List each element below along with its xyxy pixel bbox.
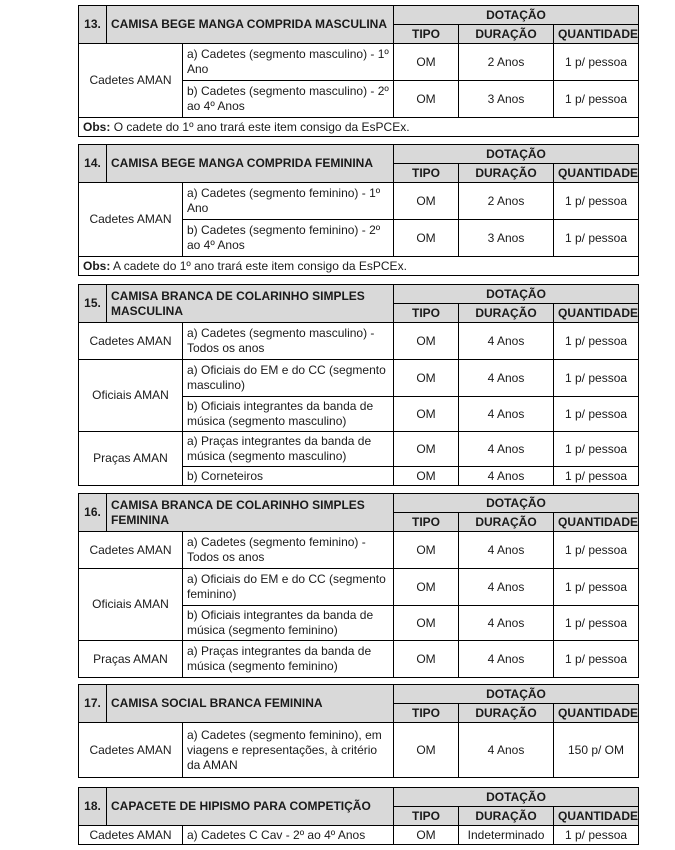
duracao-header: DURAÇÃO — [459, 304, 554, 323]
row-tipo: OM — [394, 360, 459, 397]
row-duracao: 4 Anos — [459, 532, 554, 569]
tipo-header: TIPO — [394, 25, 459, 44]
item-number: 16. — [79, 494, 107, 532]
row-duracao: 2 Anos — [459, 183, 554, 220]
row-tipo: OM — [394, 723, 459, 778]
item-header-row — [79, 285, 639, 304]
row-description: b) Oficiais integrantes da banda de música (segmento masculino) — [183, 397, 394, 432]
row-description: b) Cadetes (segmento masculino) - 2º ao 4º Anos — [183, 81, 394, 118]
row-description: b) Oficiais integrantes da banda de música (segmento feminino) — [183, 606, 394, 641]
table-row — [79, 569, 639, 606]
table-row — [79, 532, 639, 569]
row-duracao: 4 Anos — [459, 360, 554, 397]
group-name: Cadetes AMAN — [79, 323, 183, 360]
quantidade-header: QUANTIDADE — [554, 304, 639, 323]
item-header-row — [79, 494, 639, 513]
row-tipo: OM — [394, 220, 459, 257]
group-name: Oficiais AMAN — [79, 569, 183, 641]
obs-label: Obs: — [83, 258, 111, 273]
row-duracao: 4 Anos — [459, 323, 554, 360]
row-duracao: 3 Anos — [459, 220, 554, 257]
row-tipo: OM — [394, 183, 459, 220]
row-duracao: 4 Anos — [459, 606, 554, 641]
item-table — [78, 284, 639, 486]
quantidade-header: QUANTIDADE — [554, 704, 639, 723]
row-description: a) Cadetes (segmento masculino) - Todos os anos — [183, 323, 394, 360]
tipo-header: TIPO — [394, 704, 459, 723]
row-quantidade: 1 p/ pessoa — [554, 641, 639, 678]
group-name: Praças AMAN — [79, 641, 183, 678]
duracao-header: DURAÇÃO — [459, 807, 554, 826]
row-duracao: 4 Anos — [459, 569, 554, 606]
item-table — [78, 493, 639, 678]
group-name: Oficiais AMAN — [79, 360, 183, 432]
row-quantidade: 1 p/ pessoa — [554, 323, 639, 360]
quantidade-header: QUANTIDADE — [554, 513, 639, 532]
item-number: 14. — [79, 145, 107, 183]
row-quantidade: 1 p/ pessoa — [554, 467, 639, 486]
item-number: 15. — [79, 285, 107, 323]
row-description: a) Oficiais do EM e do CC (segmento masculino) — [183, 360, 394, 397]
obs-cell — [79, 118, 639, 137]
obs-row — [79, 257, 639, 276]
obs-label: Obs: — [83, 119, 111, 134]
row-tipo: OM — [394, 397, 459, 432]
item-table — [78, 787, 639, 845]
row-description: a) Cadetes (segmento feminino), em viagens e representações, à critério da AMAN — [183, 723, 394, 778]
duracao-header: DURAÇÃO — [459, 164, 554, 183]
row-tipo: OM — [394, 569, 459, 606]
item-title: CAPACETE DE HIPISMO PARA COMPETIÇÃO — [107, 788, 394, 826]
dotacao-header: DOTAÇÃO — [394, 145, 639, 164]
tipo-header: TIPO — [394, 513, 459, 532]
group-name: Praças AMAN — [79, 432, 183, 486]
item-header-row — [79, 145, 639, 164]
obs-text: O cadete do 1º ano trará este item consigo da EsPCEx. — [113, 119, 410, 134]
row-duracao: 3 Anos — [459, 81, 554, 118]
duracao-header: DURAÇÃO — [459, 513, 554, 532]
row-quantidade: 1 p/ pessoa — [554, 183, 639, 220]
duracao-header: DURAÇÃO — [459, 704, 554, 723]
item-number: 18. — [79, 788, 107, 826]
row-quantidade: 1 p/ pessoa — [554, 532, 639, 569]
item-title: CAMISA BEGE MANGA COMPRIDA MASCULINA — [107, 6, 394, 44]
table-row — [79, 360, 639, 397]
quantidade-header: QUANTIDADE — [554, 164, 639, 183]
row-description: a) Praças integrantes da banda de música (segmento masculino) — [183, 432, 394, 467]
row-quantidade: 1 p/ pessoa — [554, 397, 639, 432]
tipo-header: TIPO — [394, 304, 459, 323]
row-tipo: OM — [394, 432, 459, 467]
group-name: Cadetes AMAN — [79, 826, 183, 845]
group-name: Cadetes AMAN — [79, 183, 183, 257]
row-description: a) Cadetes C Cav - 2º ao 4º Anos — [183, 826, 394, 845]
item-title: CAMISA BRANCA DE COLARINHO SIMPLES FEMININA — [107, 494, 394, 532]
row-description: a) Cadetes (segmento feminino) - 1º Ano — [183, 183, 394, 220]
item-number: 13. — [79, 6, 107, 44]
row-description: a) Cadetes (segmento feminino) - Todos os anos — [183, 532, 394, 569]
dotacao-header: DOTAÇÃO — [394, 788, 639, 807]
dotacao-header: DOTAÇÃO — [394, 285, 639, 304]
row-tipo: OM — [394, 81, 459, 118]
row-quantidade: 1 p/ pessoa — [554, 569, 639, 606]
row-tipo: OM — [394, 532, 459, 569]
row-duracao: 4 Anos — [459, 467, 554, 486]
item-title: CAMISA SOCIAL BRANCA FEMININA — [107, 685, 394, 723]
row-description: a) Praças integrantes da banda de música (segmento feminino) — [183, 641, 394, 678]
item-table — [78, 144, 639, 276]
obs-row — [79, 118, 639, 137]
table-row — [79, 826, 639, 845]
dotacao-header: DOTAÇÃO — [394, 6, 639, 25]
row-tipo: OM — [394, 467, 459, 486]
dotacao-header: DOTAÇÃO — [394, 685, 639, 704]
item-table — [78, 5, 639, 137]
tipo-header: TIPO — [394, 807, 459, 826]
item-table — [78, 684, 639, 778]
obs-cell — [79, 257, 639, 276]
item-title: CAMISA BRANCA DE COLARINHO SIMPLES MASCULINA — [107, 285, 394, 323]
row-duracao: 4 Anos — [459, 641, 554, 678]
row-duracao: 4 Anos — [459, 397, 554, 432]
row-description: a) Oficiais do EM e do CC (segmento feminino) — [183, 569, 394, 606]
item-number: 17. — [79, 685, 107, 723]
table-row — [79, 723, 639, 778]
obs-text: A cadete do 1º ano trará este item consigo da EsPCEx. — [113, 258, 407, 273]
row-tipo: OM — [394, 323, 459, 360]
row-tipo: OM — [394, 44, 459, 81]
row-quantidade: 1 p/ pessoa — [554, 220, 639, 257]
group-name: Cadetes AMAN — [79, 723, 183, 778]
row-tipo: OM — [394, 606, 459, 641]
row-quantidade: 1 p/ pessoa — [554, 606, 639, 641]
quantidade-header: QUANTIDADE — [554, 807, 639, 826]
group-name: Cadetes AMAN — [79, 44, 183, 118]
table-row — [79, 44, 639, 81]
row-quantidade: 150 p/ OM — [554, 723, 639, 778]
row-description: b) Corneteiros — [183, 467, 394, 486]
quantidade-header: QUANTIDADE — [554, 25, 639, 44]
item-header-row — [79, 788, 639, 807]
table-row — [79, 323, 639, 360]
table-row — [79, 432, 639, 467]
item-header-row — [79, 6, 639, 25]
table-row — [79, 641, 639, 678]
row-tipo: OM — [394, 641, 459, 678]
row-duracao: Indeterminado — [459, 826, 554, 845]
row-quantidade: 1 p/ pessoa — [554, 826, 639, 845]
item-header-row — [79, 685, 639, 704]
row-quantidade: 1 p/ pessoa — [554, 360, 639, 397]
row-quantidade: 1 p/ pessoa — [554, 44, 639, 81]
item-title: CAMISA BEGE MANGA COMPRIDA FEMININA — [107, 145, 394, 183]
row-quantidade: 1 p/ pessoa — [554, 81, 639, 118]
row-description: a) Cadetes (segmento masculino) - 1º Ano — [183, 44, 394, 81]
row-duracao: 4 Anos — [459, 723, 554, 778]
row-duracao: 4 Anos — [459, 432, 554, 467]
row-tipo: OM — [394, 826, 459, 845]
row-duracao: 2 Anos — [459, 44, 554, 81]
row-quantidade: 1 p/ pessoa — [554, 432, 639, 467]
table-row — [79, 183, 639, 220]
row-description: b) Cadetes (segmento feminino) - 2º ao 4º Anos — [183, 220, 394, 257]
tipo-header: TIPO — [394, 164, 459, 183]
group-name: Cadetes AMAN — [79, 532, 183, 569]
duracao-header: DURAÇÃO — [459, 25, 554, 44]
dotacao-header: DOTAÇÃO — [394, 494, 639, 513]
